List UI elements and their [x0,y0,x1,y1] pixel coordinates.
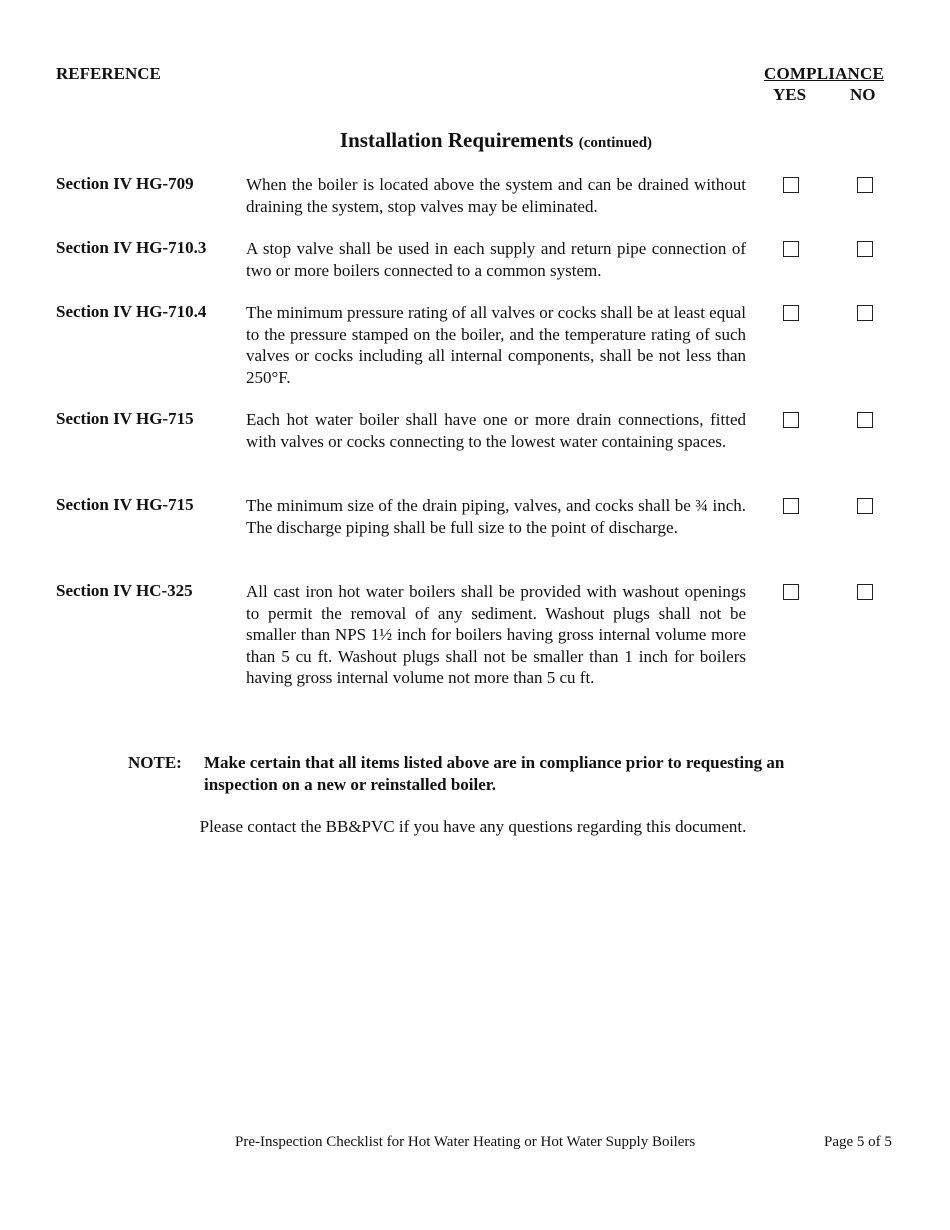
contact-text: Please contact the BB&PVC if you have any questions regarding this document. [199,817,747,836]
yes-column-label: YES [773,85,807,104]
requirement-text: The minimum pressure rating of all valves or cocks shall be at least equal to the pressure stamped on the boiler, and the temperature rating of such valves or cocks including all internal components, shall be not less than 250°F. [246,303,746,387]
yes-checkbox[interactable] [783,177,799,193]
yes-checkbox[interactable] [783,305,799,321]
no-checkbox[interactable] [857,241,873,257]
no-checkbox[interactable] [857,305,873,321]
no-checkbox[interactable] [857,412,873,428]
yes-checkbox[interactable] [783,412,799,428]
footer-page-number: Page 5 of 5 [824,1134,892,1150]
requirement-text: Each hot water boiler shall have one or more drain connections, fitted with valves or cocks connecting to the lowest water containing spaces. [246,410,746,451]
yes-checkbox[interactable] [783,498,799,514]
section-heading [0,128,950,153]
no-column-label: NO [850,85,876,104]
no-checkbox[interactable] [857,584,873,600]
compliance-label: COMPLIANCE [764,64,885,83]
requirement-text: All cast iron hot water boilers shall be provided with washout openings to permit the removal of any sediment. Washout plugs shall not be smaller than NPS 1½ inch for boilers having gross internal volume more than 5 cu ft. Washout plugs shall not be smaller than 1 inch for boilers having gross internal volume not more than 5 cu ft. [246,582,746,687]
footer-document-title: Pre-Inspection Checklist for Hot Water Heating or Hot Water Supply Boilers [235,1134,696,1150]
no-checkbox[interactable] [857,498,873,514]
requirement-reference: Section IV HG-710.3 [56,238,207,257]
reference-column-header: REFERENCE [56,64,161,83]
requirement-text: When the boiler is located above the system and can be drained without draining the system, stop valves may be eliminated. [246,175,746,216]
requirement-reference: Section IV HC-325 [56,581,193,600]
requirement-reference: Section IV HG-715 [56,409,194,428]
note-label: NOTE: [128,753,182,772]
section-title: Installation Requirements [339,128,574,152]
no-checkbox[interactable] [857,177,873,193]
requirement-reference: Section IV HG-709 [56,174,194,193]
section-subtitle: (continued) [578,135,653,151]
requirement-text: The minimum size of the drain piping, valves, and cocks shall be ¾ inch. The discharge piping shall be full size to the point of discharge. [246,496,746,537]
compliance-column-header [764,64,894,104]
yes-checkbox[interactable] [783,241,799,257]
yes-checkbox[interactable] [783,584,799,600]
requirement-reference: Section IV HG-710.4 [56,302,207,321]
requirement-text: A stop valve shall be used in each supply and return pipe connection of two or more boilers connected to a common system. [246,239,746,280]
requirement-reference: Section IV HG-715 [56,495,194,514]
note-text: Make certain that all items listed above are in compliance prior to requesting an inspection on a new or reinstalled boiler. [204,753,785,794]
